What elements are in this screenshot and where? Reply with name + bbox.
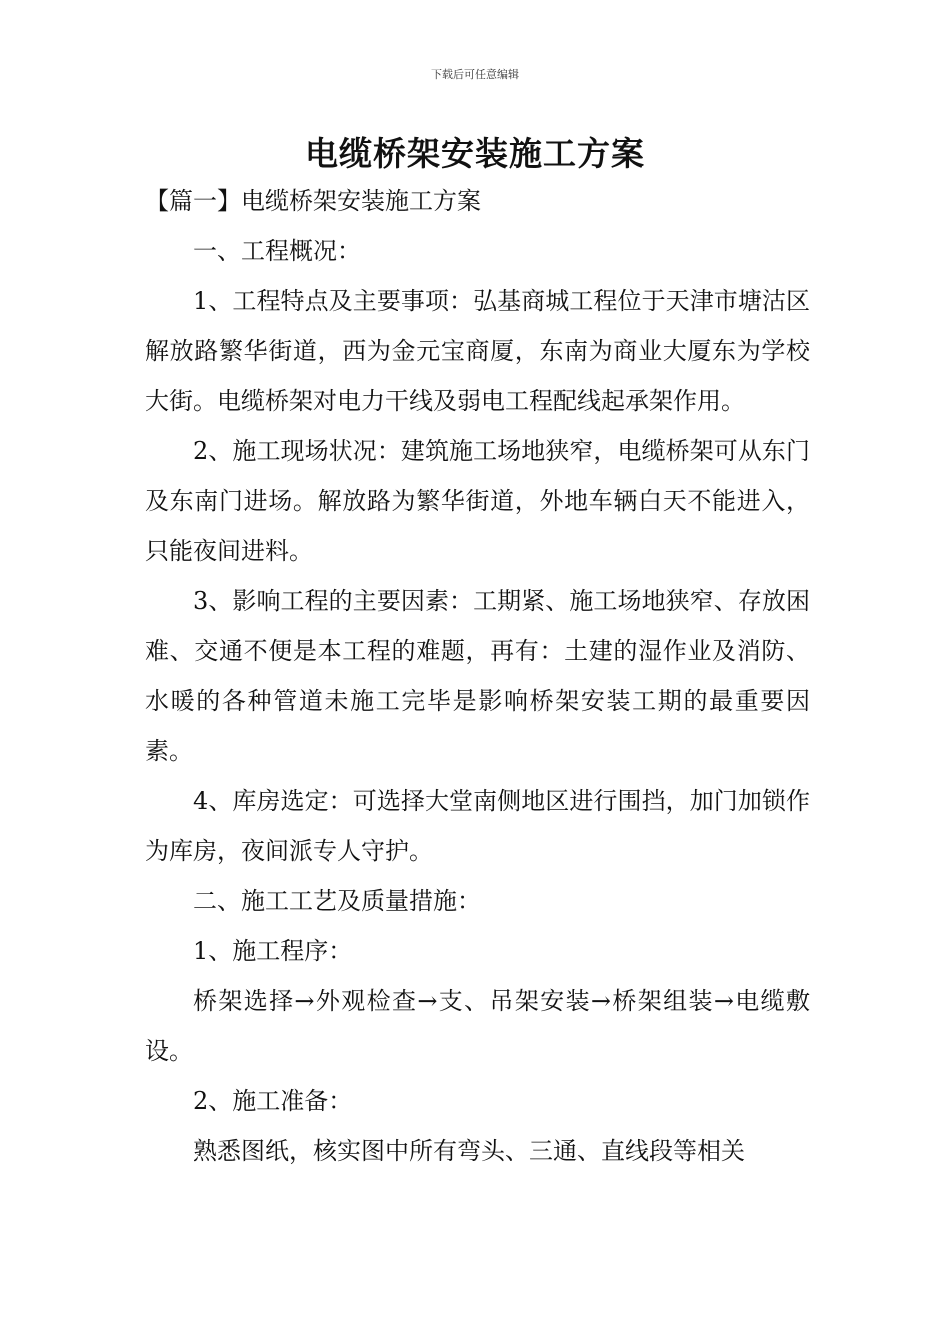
paragraph-main-factors: 3、影响工程的主要因素：工期紧、施工场地狭窄、存放困难、交通不便是本工程的难题，再有：土建的湿作业及消防、水暖的各种管道未施工完毕是影响桥架安装工期的最重要因素。	[145, 587, 810, 765]
section-heading-overview: 一、工程概况：	[193, 237, 361, 265]
paragraph-preparation: 熟悉图纸，核实图中所有弯头、三通、直线段等相关	[193, 1137, 745, 1165]
paragraph-warehouse: 4、库房选定：可选择大堂南侧地区进行围挡，加门加锁作为库房，夜间派专人守护。	[145, 787, 810, 865]
paragraph-procedure-flow: 桥架选择→外观检查→支、吊架安装→桥架组装→电缆敷设。	[145, 987, 810, 1065]
header-note: 下载后可任意编辑	[431, 68, 519, 81]
subheading-preparation: 2、施工准备：	[193, 1087, 353, 1115]
document-body	[145, 176, 810, 1176]
section-heading-process-quality: 二、施工工艺及质量措施：	[193, 887, 481, 915]
section-label: 【篇一】电缆桥架安装施工方案	[145, 187, 481, 215]
paragraph-project-features: 1、工程特点及主要事项：弘基商城工程位于天津市塘沽区解放路繁华街道，西为金元宝商厦，东南为商业大厦东为学校大街。电缆桥架对电力干线及弱电工程配线起承架作用。	[145, 287, 810, 415]
document-title: 电缆桥架安装施工方案	[305, 134, 645, 173]
subheading-procedure: 1、施工程序：	[193, 937, 353, 965]
paragraph-site-conditions: 2、施工现场状况：建筑施工场地狭窄，电缆桥架可从东门及东南门进场。解放路为繁华街道，外地车辆白天不能进入，只能夜间进料。	[145, 437, 810, 565]
